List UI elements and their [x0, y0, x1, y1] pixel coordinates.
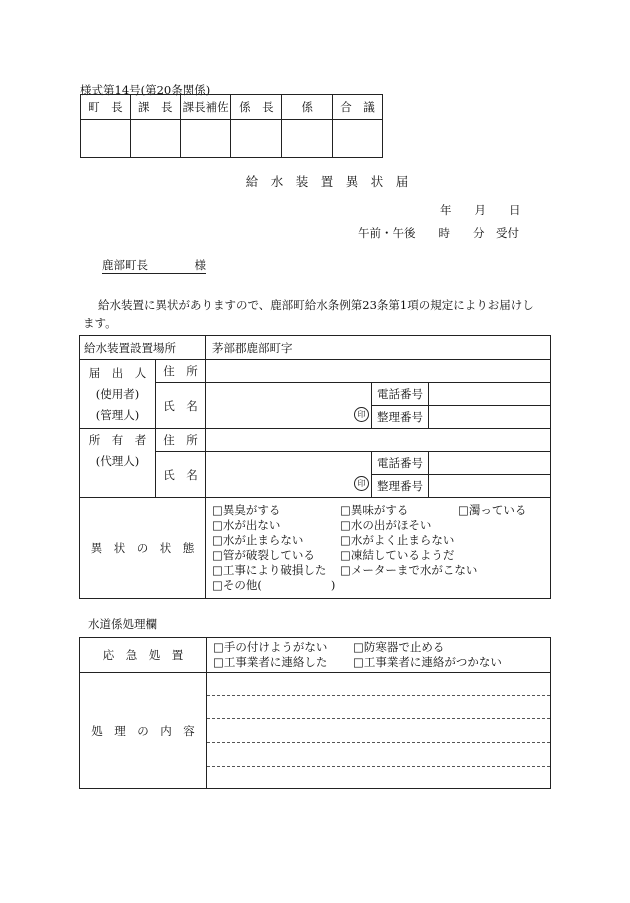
checkbox-stopped-with-valve[interactable]: □防寒器で止める — [353, 640, 445, 654]
seal-icon: 印 — [354, 407, 369, 422]
applicant-label-cell — [80, 360, 156, 429]
owner-label-cell — [80, 429, 156, 498]
applicant-name-label: 氏 名 — [156, 383, 206, 429]
checkbox-pipe-burst[interactable]: □管が破裂している — [212, 548, 315, 562]
date-line: 年 月 日 — [440, 203, 521, 217]
owner-sub1: (代理人) — [95, 454, 140, 468]
checkbox-contractor-unreachable[interactable]: □工事業者に連絡がつかない — [353, 655, 502, 669]
addressee-line — [102, 257, 206, 274]
document-title: 給 水 装 置 異 状 届 — [245, 174, 409, 189]
intro-line-2: ます。 — [83, 316, 117, 330]
checkbox-weak-flow[interactable]: □水の出がほそい — [340, 518, 432, 532]
checkbox-odor[interactable]: □異臭がする — [212, 503, 281, 517]
approval-stamp-cell[interactable] — [130, 120, 180, 158]
dashed-rule — [207, 742, 550, 743]
form-number: 様式第14号(第20条関係) — [80, 83, 211, 97]
checkbox-wont-stop[interactable]: □水が止まらない — [212, 533, 304, 547]
processing-table — [79, 637, 551, 789]
approval-header-section-chief: 係 長 — [231, 95, 282, 120]
processing-content-field[interactable] — [207, 673, 551, 789]
checkbox-taste[interactable]: □異味がする — [340, 503, 409, 517]
addressee: 鹿部町長 — [102, 258, 148, 272]
seal-icon: 印 — [354, 476, 369, 491]
location-label: 給水装置設置場所 — [80, 336, 206, 360]
applicant-name-field[interactable] — [206, 383, 372, 429]
checkbox-hard-to-stop[interactable]: □水がよく止まらない — [340, 533, 455, 547]
approval-stamp-cell[interactable] — [231, 120, 282, 158]
approval-stamp-cell[interactable] — [180, 120, 231, 158]
owner-ref-label: 整理番号 — [372, 475, 429, 498]
location-value[interactable]: 茅部郡鹿部町字 — [206, 336, 551, 360]
approval-header-staff: 係 — [282, 95, 333, 120]
emergency-options — [207, 638, 551, 673]
checkbox-cannot-handle[interactable]: □手の付けようがない — [213, 640, 328, 654]
condition-label: 異 状 の 状 態 — [80, 498, 206, 599]
checkbox-contacted-contractor[interactable]: □工事業者に連絡した — [213, 655, 328, 669]
applicant-address-field[interactable] — [206, 360, 551, 383]
reception-line: 午前・午後 時 分 受付 — [358, 226, 519, 240]
checkbox-turbid[interactable]: □濁っている — [458, 503, 527, 517]
intro-line-1: 給水装置に異状がありますので、鹿部町給水条例第23条第1項の規定によりお届けし — [98, 298, 534, 312]
applicant-phone-label: 電話番号 — [372, 383, 429, 406]
approval-header-consult: 合 議 — [333, 95, 383, 120]
owner-phone-field[interactable] — [429, 452, 551, 475]
applicant-label: 届 出 人 — [88, 365, 147, 380]
owner-phone-label: 電話番号 — [372, 452, 429, 475]
addressee-suffix: 様 — [194, 258, 206, 272]
approval-table — [80, 94, 383, 158]
applicant-sub1: (使用者) — [95, 386, 140, 401]
owner-ref-field[interactable] — [429, 475, 551, 498]
emergency-label: 応 急 処 置 — [80, 638, 207, 673]
approval-header-mayor: 町 長 — [81, 95, 131, 120]
approval-header-chief: 課 長 — [130, 95, 180, 120]
applicant-ref-field[interactable] — [429, 406, 551, 429]
notification-table — [79, 335, 551, 599]
checkbox-no-water-to-meter[interactable]: □メーターまで水がこない — [340, 563, 478, 577]
processing-label: 処 理 の 内 容 — [80, 673, 207, 789]
applicant-phone-field[interactable] — [429, 383, 551, 406]
checkbox-construction-damage[interactable]: □工事により破損した — [212, 563, 327, 577]
applicant-address-label: 住 所 — [156, 360, 206, 383]
condition-options — [206, 498, 551, 599]
checkbox-other[interactable]: □その他( ) — [212, 578, 336, 592]
owner-address-field[interactable] — [206, 429, 551, 452]
dashed-rule — [207, 766, 550, 767]
applicant-ref-label: 整理番号 — [372, 406, 429, 429]
owner-address-label: 住 所 — [156, 429, 206, 452]
checkbox-no-water[interactable]: □水が出ない — [212, 518, 281, 532]
dashed-rule — [207, 718, 550, 719]
approval-stamp-cell[interactable] — [81, 120, 131, 158]
checkbox-frozen[interactable]: □凍結しているようだ — [340, 548, 455, 562]
owner-name-field[interactable] — [206, 452, 372, 498]
owner-label: 所 有 者 — [88, 433, 147, 447]
approval-header-deputy: 課長補佐 — [180, 95, 231, 120]
dashed-rule — [207, 695, 550, 696]
approval-stamp-cell[interactable] — [282, 120, 333, 158]
approval-stamp-cell[interactable] — [333, 120, 383, 158]
water-section-title: 水道係処理欄 — [88, 617, 157, 631]
owner-name-label: 氏 名 — [156, 452, 206, 498]
applicant-sub2: (管理人) — [95, 407, 140, 422]
